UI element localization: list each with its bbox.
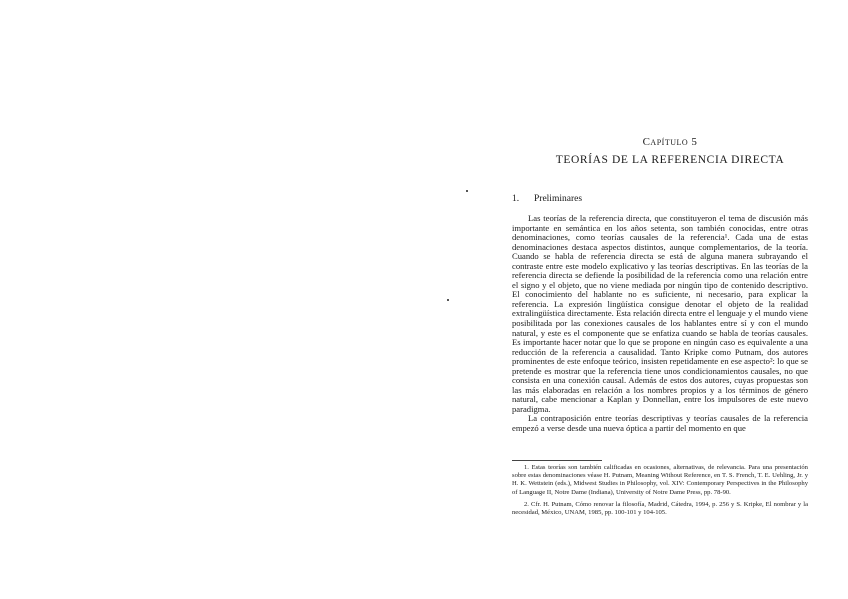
footnote-number: 2. — [524, 500, 529, 508]
section-heading — [512, 194, 812, 204]
section-number: 1. — [512, 194, 520, 204]
footnote-text: Estas teorías son también calificadas en ocasiones, alternativas, de relevancia. Para una presentación sobre estas denominaciones véase H. Putnam, Meaning Without Reference, en T. S. French, T. E. Uehling, Jr. y H. K. Wettstein (eds.), Midwest Studies in Philosophy, vol. XIV: Contemporary Perspectives in the Philosophy of Language II, Notre Dame (Indiana), University of Notre Dame Press, pp. 78-90. — [512, 464, 808, 496]
footnote-number: 1. — [524, 464, 529, 471]
section-title: Preliminares — [534, 194, 583, 204]
footnote-text: Cfr. H. Putnam, Cómo renovar la filosofía, Madrid, Cátedra, 1994, p. 256 y S. Kripke, El nombrar y la necesidad, México, UNAM, 1985, pp. 100-101 y 104-105. — [512, 500, 808, 517]
footnote-rule — [512, 460, 602, 461]
footnote-2 — [512, 501, 808, 517]
gutter-mark-bottom — [447, 299, 449, 301]
footnotes — [512, 464, 808, 521]
body-paragraph-2: La contraposición entre teorías descriptivas y teorías causales de la referencia empezó a verse desde una nueva óptica a partir del momento en que — [512, 413, 808, 434]
body-text — [512, 214, 808, 434]
chapter-title: TEORÍAS DE LA REFERENCIA DIRECTA — [555, 154, 785, 166]
body-paragraph-1: Las teorías de la referencia directa, que constituyeron el tema de discusión más importante en semántica en los años setenta, son también conocidas, entre otras denominaciones, como teorías causales de la referencia¹. Cada una de estas denominaciones destaca aspectos distintos, aunque complementarios, de la teoría. Cuando se habla de referencia directa se está de alguna manera subrayando el contraste entre este modelo explicativo y las teorías descriptivas. En las teorías de la referencia directa se defiende la posibilidad de la referencia como una relación entre el signo y el objeto, que no viene mediada por ningún tipo de contenido descriptivo. El conocimiento del hablante no es suficiente, ni necesario, para explicar la referencia. La expresión lingüística consigue denotar el objeto de la realidad extralingüística directamente. Esta relación directa entre el lenguaje y el mundo viene posibilitada por las conexiones causales de los hablantes entre sí y con el mundo natural, y este es el componente que se enfatiza cuando se habla de teorías causales. Es importante hacer notar que lo que se propone en ningún caso es equivalente a una reducción de la referencia a causalidad. Tanto Kripke como Putnam, dos autores prominentes de este enfoque teórico, insisten repetidamente en ese aspecto²: lo que se pretende es mostrar que la referencia tiene unos condicionamientos causales, no que consista en una conexión causal. Además de estos dos autores, cuyas propuestas son las más elaboradas en relación a los nombres propios y a los términos de género natural, cabe mencionar a Kaplan y Donnellan, entre los impulsores de este nuevo paradigma. — [512, 213, 808, 414]
gutter-mark-top — [466, 190, 468, 192]
chapter-label: Capítulo 5 — [642, 136, 698, 148]
footnote-1 — [512, 464, 808, 497]
